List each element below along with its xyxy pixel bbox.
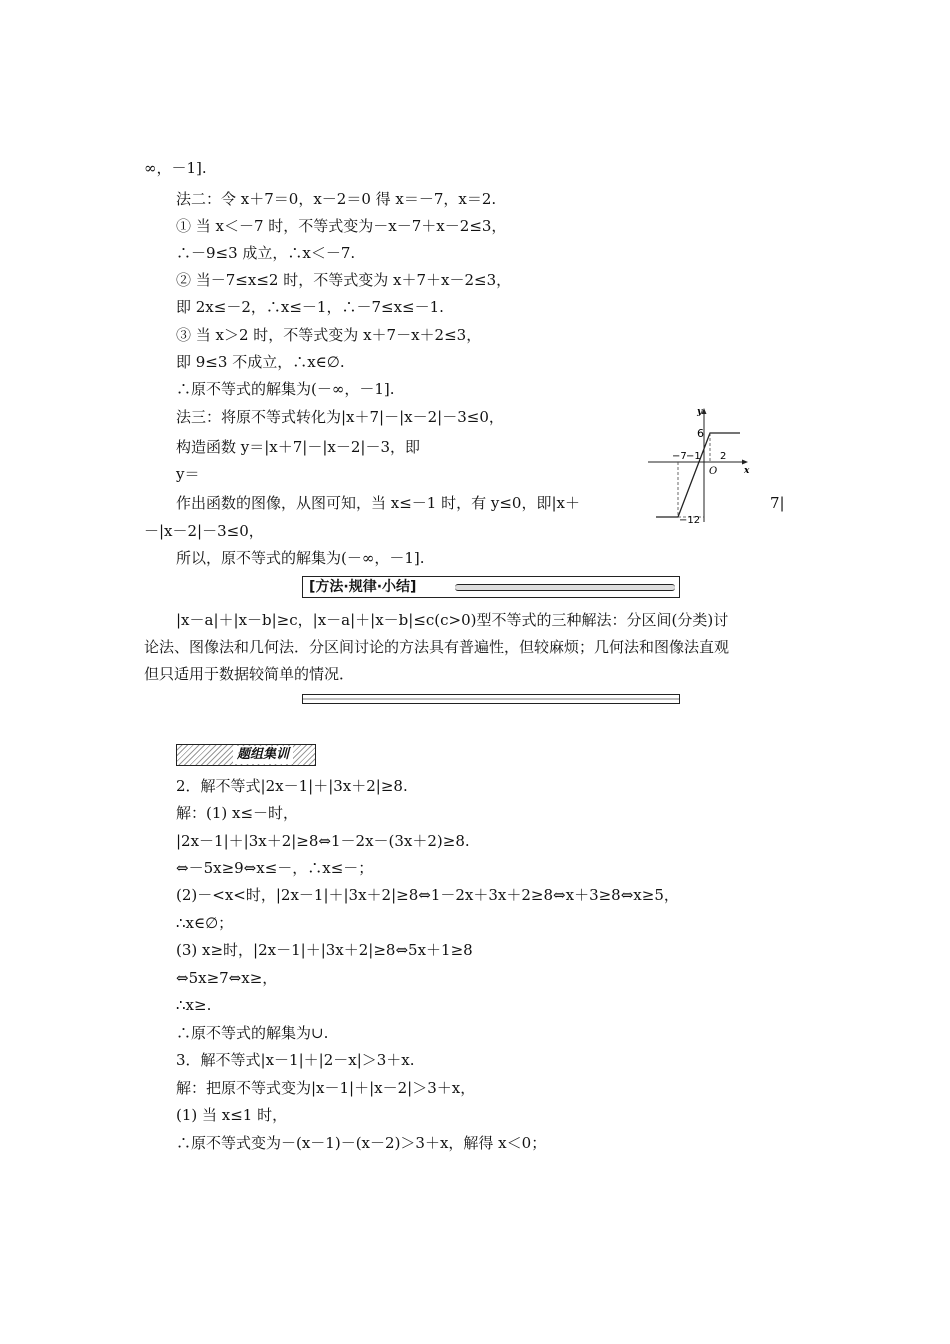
section-end-bar bbox=[302, 694, 680, 704]
text-line: ⇔5x≥7⇔x≥， bbox=[176, 969, 278, 987]
top-value-label: 6 bbox=[697, 427, 704, 440]
text-line: 法三：将原不等式转化为|x＋7|－|x－2|－3≤0， bbox=[176, 408, 504, 426]
x-tick-label: −1 bbox=[686, 451, 701, 462]
x-axis-arrow-icon bbox=[742, 460, 748, 465]
x-tick-label: 2 bbox=[720, 451, 727, 462]
text-line: 所以，原不等式的解集为(－∞，－1]. bbox=[176, 549, 425, 567]
text-line: 即 2x≤－2，∴x≤－1，∴－7≤x≤－1. bbox=[176, 298, 444, 316]
bottom-value-label: −12 bbox=[679, 515, 701, 526]
text-line: (3) x≥时，|2x－1|＋|3x＋2|≥8⇔5x＋1≥8 bbox=[176, 941, 473, 959]
text-line: ∞，－1]. bbox=[144, 159, 207, 177]
text-line: 论法、图像法和几何法．分区间讨论的方法具有普遍性，但较麻烦；几何法和图像法直观 bbox=[144, 638, 730, 656]
y-axis-label: y bbox=[697, 407, 703, 417]
text-line: ∴原不等式的解集为∪. bbox=[176, 1024, 329, 1042]
function-curve bbox=[656, 433, 740, 517]
text-line: 作出函数的图像，从图可知，当 x≤－1 时，有 y≤0，即|x＋ bbox=[176, 494, 580, 512]
text-line: ∴原不等式的解集为(－∞，－1]. bbox=[176, 380, 395, 398]
text-line: |2x－1|＋|3x＋2|≥8⇔1－2x－(3x＋2)≥8. bbox=[176, 832, 470, 850]
text-line: ∴－9≤3 成立，∴x＜－7. bbox=[176, 244, 356, 262]
x-tick-label: −7 bbox=[672, 451, 687, 462]
text-line: |x－a|＋|x－b|≥c，|x－a|＋|x－b|≤c(c>0)型不等式的三种解法：分区间(分类)讨 bbox=[176, 611, 729, 629]
text-line: ② 当－7≤x≤2 时，不等式变为 x＋7＋x－2≤3， bbox=[176, 271, 512, 289]
origin-label: O bbox=[709, 466, 718, 477]
text-line: 7| bbox=[770, 494, 785, 512]
text-line: 解：(1) x≤－时， bbox=[176, 804, 299, 822]
text-line: ③ 当 x＞2 时，不等式变为 x＋7－x＋2≤3， bbox=[176, 326, 482, 344]
text-line: 即 9≤3 不成立，∴x∈∅. bbox=[176, 353, 345, 371]
banner-label: [方法·规律·小结] bbox=[309, 579, 417, 595]
problem-set-tag bbox=[176, 744, 316, 766]
method-summary-banner bbox=[302, 576, 680, 598]
banner-bar bbox=[455, 584, 675, 591]
text-line: y＝ bbox=[176, 465, 200, 483]
text-line: ⇔－5x≥9⇔x≤－，∴x≤－； bbox=[176, 859, 374, 877]
text-line: ∴x≥. bbox=[176, 996, 212, 1014]
text-line: 解：把原不等式变为|x－1|＋|x－2|＞3＋x， bbox=[176, 1079, 476, 1097]
text-line: ① 当 x＜－7 时，不等式变为－x－7＋x－2≤3， bbox=[176, 217, 507, 235]
text-line: (1) 当 x≤1 时， bbox=[176, 1106, 288, 1124]
text-line: ∴x∈∅； bbox=[176, 914, 234, 932]
x-axis-label: x bbox=[744, 466, 750, 476]
text-line: ∴原不等式变为－(x－1)－(x－2)＞3＋x，解得 x＜0； bbox=[176, 1134, 547, 1152]
text-line: －|x－2|－3≤0， bbox=[144, 522, 264, 540]
text-line: 3．解不等式|x－1|＋|2－x|＞3＋x. bbox=[176, 1051, 415, 1069]
text-line: 法二：令 x＋7＝0，x－2＝0 得 x＝－7，x＝2. bbox=[176, 190, 497, 208]
text-line: 2．解不等式|2x－1|＋|3x＋2|≥8. bbox=[176, 777, 408, 795]
text-line: 但只适用于数据较简单的情况． bbox=[144, 665, 355, 683]
y-axis-arrow-icon bbox=[702, 408, 707, 414]
text-line: (2)－<x<时，|2x－1|＋|3x＋2|≥8⇔1－2x＋3x＋2≥8⇔x＋3≥8⇔x≥5， bbox=[176, 886, 679, 904]
tag-label: 题组集训 bbox=[233, 746, 293, 764]
function-graph bbox=[644, 400, 764, 530]
text-line: 构造函数 y＝|x＋7|－|x－2|－3，即 bbox=[176, 438, 421, 456]
